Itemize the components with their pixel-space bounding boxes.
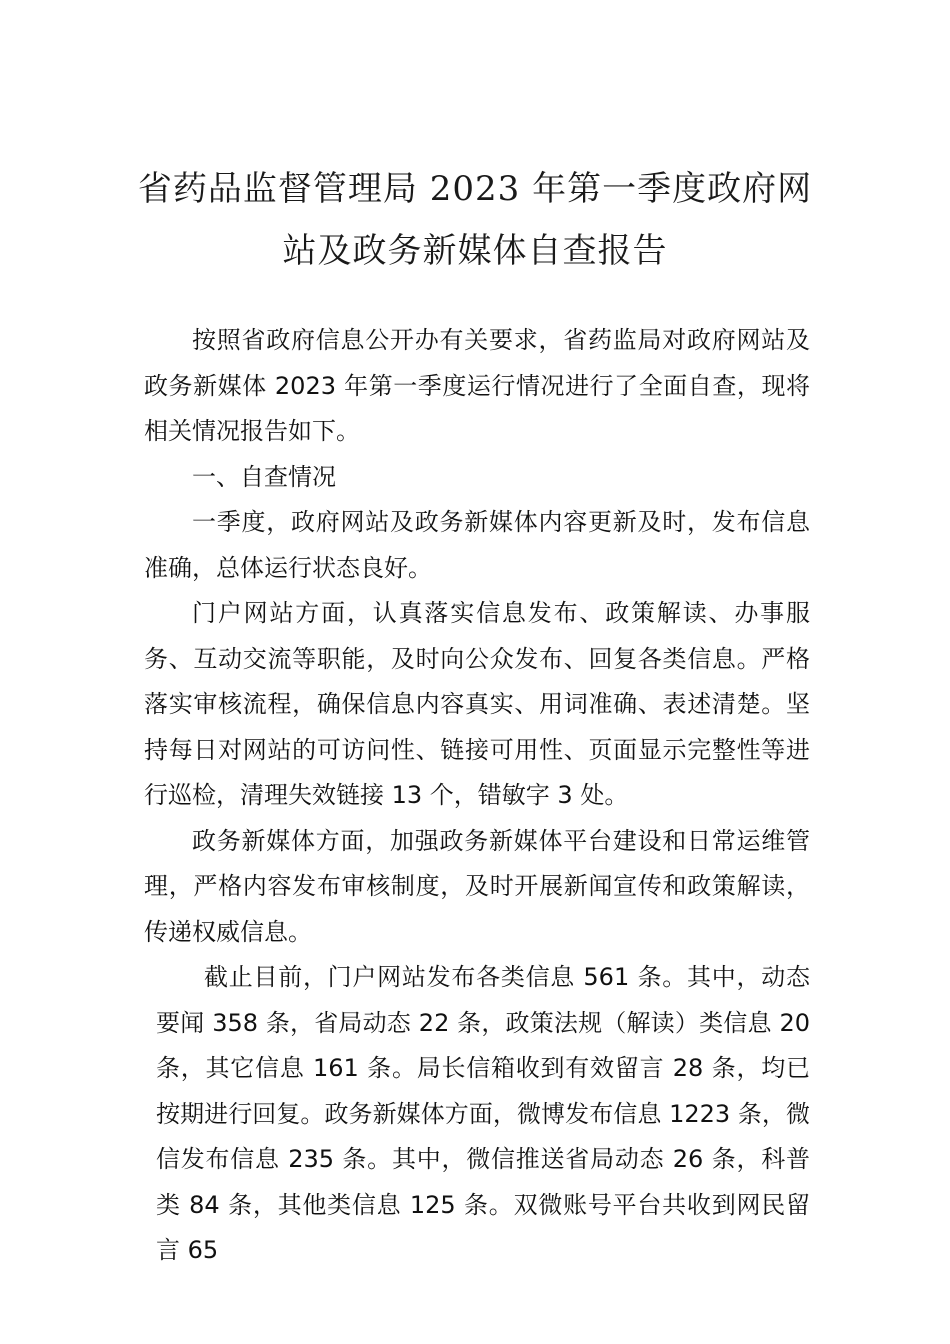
document-body — [144, 318, 810, 1274]
document-title — [120, 158, 830, 282]
title-line-1: 省药品监督管理局 2023 年第一季度政府网 — [137, 169, 813, 209]
summary-paragraph: 一季度，政府网站及政务新媒体内容更新及时，发布信息准确，总体运行状态良好。 — [144, 508, 810, 582]
stats-paragraph: 截止目前，门户网站发布各类信息 561 条。其中，动态要闻 358 条，省局动态 22 条，政策法规（解读）类信息 20 条，其它信息 161 条。局长信箱收到有效留言 28 条，均已按期进行回复。政务新媒体方面，微博发布信息 1223 条，微信发布信息 235 条。其中，微信推送省局动态 26 条，科普类 84 条，其他类信息 125 条。双微账号平台共收到网民留言 65 — [156, 963, 810, 1264]
newmedia-paragraph: 政务新媒体方面，加强政务新媒体平台建设和日常运维管理，严格内容发布审核制度，及时开展新闻宣传和政策解读，传递权威信息。 — [144, 826, 810, 946]
portal-paragraph: 门户网站方面，认真落实信息发布、政策解读、办事服务、互动交流等职能，及时向公众发布、回复各类信息。严格落实审核流程，确保信息内容真实、用词准确、表述清楚。坚持每日对网站的可访问性、链接可用性、页面显示完整性等进行巡检，清理失效链接 13 个，错敏字 3 处。 — [144, 599, 810, 809]
intro-paragraph: 按照省政府信息公开办有关要求，省药监局对政府网站及政务新媒体 2023 年第一季度运行情况进行了全面自查，现将相关情况报告如下。 — [144, 326, 810, 445]
title-line-2: 站及政务新媒体自查报告 — [282, 231, 668, 271]
section-heading: 一、自查情况 — [192, 462, 336, 491]
